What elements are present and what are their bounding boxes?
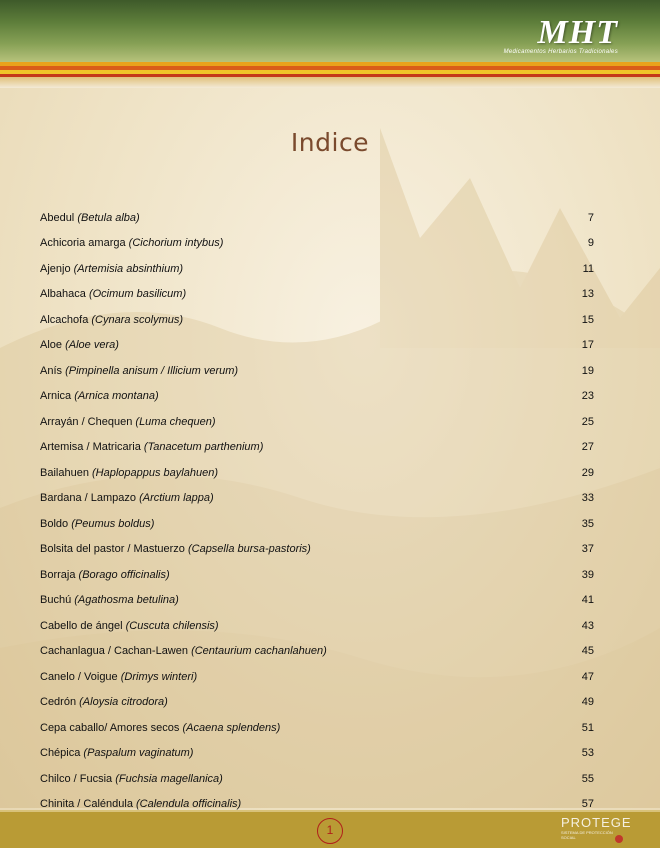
entry-label	[40, 212, 140, 224]
entry-label	[40, 620, 219, 632]
entry-page-number: 45	[581, 645, 594, 658]
entry-common-name: Albahaca	[40, 288, 86, 301]
entry-page-number: 51	[581, 721, 594, 734]
entry-common-name: Chinita / Caléndula	[40, 798, 133, 811]
entry-label	[40, 365, 238, 377]
logo-text: MHT	[537, 14, 618, 51]
index-entry[interactable]	[40, 384, 594, 410]
entry-scientific-name: (Acaena splendens)	[182, 721, 281, 734]
entry-scientific-name: (Arnica montana)	[74, 390, 159, 403]
entry-scientific-name: (Fuchsia magellanica)	[115, 772, 223, 785]
logo-subtitle: Medicamentos Herbarios Tradicionales	[503, 49, 618, 55]
protege-emblem-icon	[615, 835, 623, 843]
entry-common-name: Abedul	[40, 211, 75, 224]
index-entry[interactable]	[40, 460, 594, 486]
entry-page-number: 35	[581, 517, 594, 530]
entry-page-number: 27	[581, 441, 594, 454]
entry-page-number: 33	[581, 492, 594, 505]
entry-common-name: Artemisa / Matricaria	[40, 441, 141, 454]
protege-label: PROTEGE	[561, 815, 632, 830]
entry-common-name: Anís	[40, 364, 63, 377]
entry-common-name: Achicoria amarga	[40, 237, 126, 250]
page-title: Indice	[290, 128, 370, 157]
entry-scientific-name: (Betula alba)	[77, 211, 140, 224]
entry-scientific-name: (Haplopappus baylahuen)	[92, 466, 218, 479]
header-fade	[0, 77, 660, 88]
index-entry[interactable]	[40, 639, 594, 665]
entry-scientific-name: (Drimys winteri)	[120, 670, 198, 683]
index-entry[interactable]	[40, 307, 594, 333]
entry-label	[40, 798, 241, 810]
entry-label	[40, 390, 159, 402]
entry-label	[40, 492, 214, 504]
entry-scientific-name: (Calendula officinalis)	[136, 798, 242, 811]
entry-label	[40, 773, 223, 785]
entry-common-name: Cedrón	[40, 696, 77, 709]
index-entry[interactable]	[40, 664, 594, 690]
index-entry[interactable]	[40, 231, 594, 257]
protege-logo	[561, 816, 632, 840]
entry-page-number: 39	[581, 568, 594, 581]
entry-page-number: 13	[581, 288, 594, 301]
entry-scientific-name: (Pimpinella anisum / Illicium verum)	[65, 364, 239, 377]
entry-scientific-name: (Aloysia citrodora)	[79, 696, 168, 709]
index-entry[interactable]	[40, 256, 594, 282]
protege-subtitle: SISTEMA DE PROTECCIÓN SOCIAL	[561, 830, 613, 840]
entry-common-name: Canelo / Voigue	[40, 670, 118, 683]
entry-common-name: Cabello de ángel	[40, 619, 123, 632]
entry-scientific-name: (Centaurium cachanlahuen)	[191, 645, 327, 658]
entry-common-name: Boldo	[40, 517, 69, 530]
header-banner	[0, 0, 660, 88]
entry-common-name: Chilco / Fucsia	[40, 772, 113, 785]
entry-page-number: 37	[581, 543, 594, 556]
index-entry[interactable]	[40, 511, 594, 537]
entry-label	[40, 543, 311, 555]
entry-scientific-name: (Paspalum vaginatum)	[83, 747, 194, 760]
index-entry[interactable]	[40, 537, 594, 563]
entry-label	[40, 416, 216, 428]
entry-scientific-name: (Agathosma betulina)	[74, 594, 179, 607]
index-entry[interactable]	[40, 409, 594, 435]
mht-logo	[503, 14, 618, 56]
entry-label	[40, 671, 197, 683]
entry-page-number: 49	[581, 696, 594, 709]
entry-common-name: Bardana / Lampazo	[40, 492, 137, 505]
entry-common-name: Aloe	[40, 339, 63, 352]
entry-page-number: 47	[581, 670, 594, 683]
entry-scientific-name: (Luma chequen)	[135, 415, 216, 428]
entry-common-name: Cepa caballo/ Amores secos	[40, 721, 180, 734]
index-entry[interactable]	[40, 205, 594, 231]
index-entry[interactable]	[40, 435, 594, 461]
entry-scientific-name: (Cichorium intybus)	[128, 237, 224, 250]
entry-page-number: 7	[587, 211, 594, 224]
index-entry[interactable]	[40, 486, 594, 512]
entry-label	[40, 594, 179, 606]
entry-page-number: 29	[581, 466, 594, 479]
index-entry[interactable]	[40, 613, 594, 639]
entry-common-name: Ajenjo	[40, 262, 71, 275]
entry-label	[40, 237, 223, 249]
entry-label	[40, 722, 280, 734]
entry-label	[40, 441, 263, 453]
index-entry[interactable]	[40, 766, 594, 792]
entry-page-number: 43	[581, 619, 594, 632]
entry-page-number: 17	[581, 339, 594, 352]
entry-label	[40, 263, 183, 275]
entry-page-number: 25	[581, 415, 594, 428]
index-entry[interactable]	[40, 741, 594, 767]
entry-common-name: Arnica	[40, 390, 72, 403]
entry-scientific-name: (Cuscuta chilensis)	[125, 619, 219, 632]
entry-page-number: 57	[581, 798, 594, 811]
entry-page-number: 53	[581, 747, 594, 760]
entry-page-number: 19	[581, 364, 594, 377]
entry-label	[40, 339, 119, 351]
entry-common-name: Arrayán / Chequen	[40, 415, 133, 428]
index-list	[40, 205, 594, 817]
entry-label	[40, 467, 218, 479]
entry-page-number: 55	[581, 772, 594, 785]
entry-page-number: 23	[581, 390, 594, 403]
entry-common-name: Buchú	[40, 594, 72, 607]
index-entry[interactable]	[40, 588, 594, 614]
entry-scientific-name: (Peumus boldus)	[71, 517, 155, 530]
entry-scientific-name: (Aloe vera)	[65, 339, 119, 352]
entry-scientific-name: (Ocimum basilicum)	[88, 288, 187, 301]
index-entry[interactable]	[40, 562, 594, 588]
entry-label	[40, 569, 170, 581]
entry-label	[40, 518, 154, 530]
index-entry[interactable]	[40, 690, 594, 716]
entry-common-name: Chépica	[40, 747, 81, 760]
entry-scientific-name: (Artemisia absinthium)	[73, 262, 184, 275]
entry-scientific-name: (Cynara scolymus)	[91, 313, 184, 326]
entry-scientific-name: (Tanacetum parthenium)	[143, 441, 264, 454]
entry-common-name: Bolsita del pastor / Mastuerzo	[40, 543, 185, 556]
index-entry[interactable]	[40, 715, 594, 741]
entry-label	[40, 645, 327, 657]
entry-scientific-name: (Arctium lappa)	[139, 492, 214, 505]
index-entry[interactable]	[40, 358, 594, 384]
entry-page-number: 11	[582, 262, 594, 275]
entry-label	[40, 314, 183, 326]
entry-common-name: Bailahuen	[40, 466, 89, 479]
entry-common-name: Alcachofa	[40, 313, 89, 326]
entry-scientific-name: (Capsella bursa-pastoris)	[187, 543, 311, 556]
entry-common-name: Borraja	[40, 568, 76, 581]
entry-label	[40, 696, 168, 708]
entry-page-number: 41	[581, 594, 594, 607]
entry-label	[40, 747, 193, 759]
index-entry[interactable]	[40, 282, 594, 308]
index-entry[interactable]	[40, 333, 594, 359]
entry-page-number: 15	[581, 313, 594, 326]
page-number: 1	[317, 818, 343, 844]
entry-label	[40, 288, 186, 300]
entry-scientific-name: (Borago officinalis)	[78, 568, 170, 581]
entry-page-number: 9	[587, 237, 594, 250]
entry-common-name: Cachanlagua / Cachan-Lawen	[40, 645, 188, 658]
